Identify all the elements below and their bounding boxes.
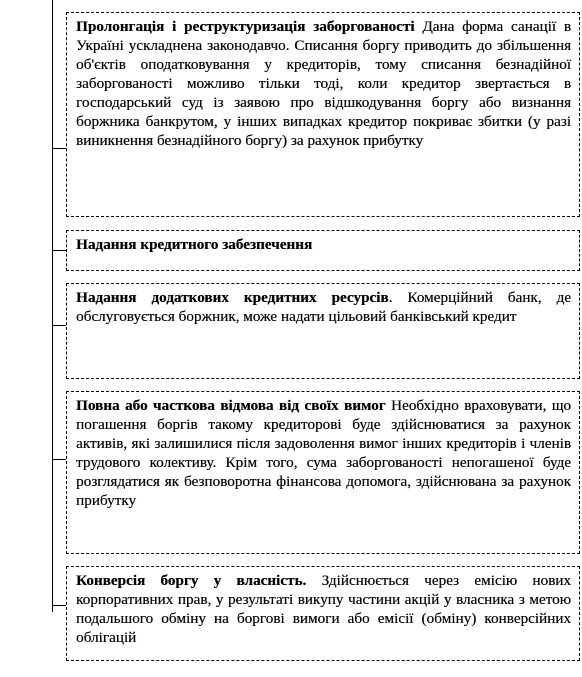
item-text: . Комерційний банк, де обслуговується боржник, може надати цільовий банківський кредит [76,289,571,325]
item-title: Надання додаткових кредитних ресурсів [76,289,389,306]
item-title: Повна або часткова відмова від своїх вимог [76,397,386,414]
item-box-debt-conversion [66,566,580,661]
item-text: Дана форма санації в Україні ускладнена законодавчо. Списання боргу приводить до збільшення об'єктів оподатковування у кредиторів, тому списання безнадійної заборгованості можливо тільки тоді, коли кредитор звертається в господарський суд із заявою про відшкодування боргу або визнання боржника банкрутом, у інших випадках кредитор покриває збитки (у разі виникнення безнадійного боргу) за рахунок прибутку [76,18,571,149]
connector-2 [52,250,66,251]
item-text: Необхідно враховувати, що погашення боргів такому кредиторові буде здійснюватися за рахунок активів, які залишилися після задоволення вимог інших кредиторів і членів трудового колективу. Крім того, сума заборгованості непогашеної буде розглядатися як безповоротна фінансова допомога, здійснювана за рахунок прибутку [76,397,571,509]
item-box-prolongation [66,12,580,217]
connector-3 [52,325,66,326]
item-title: Надання кредитного забезпечення [76,236,313,253]
connector-4 [52,459,66,460]
item-text: Здійснюється через емісію нових корпоративних прав, у результаті викупу частини акцій у власника з метою подальшого обміну на боргові вимоги або емісії (обміну) конверсійних облігацій [76,572,572,646]
connector-1 [52,148,66,149]
item-title: Пролонгація і реструктуризація заборгованості [76,18,415,35]
diagram-spine [52,0,53,612]
item-box-waiver-of-claims [66,391,580,554]
item-box-additional-credit [66,283,580,379]
item-box-credit-security [66,230,580,271]
connector-5 [52,605,66,606]
item-title: Конверсія боргу у власність. [76,572,307,589]
